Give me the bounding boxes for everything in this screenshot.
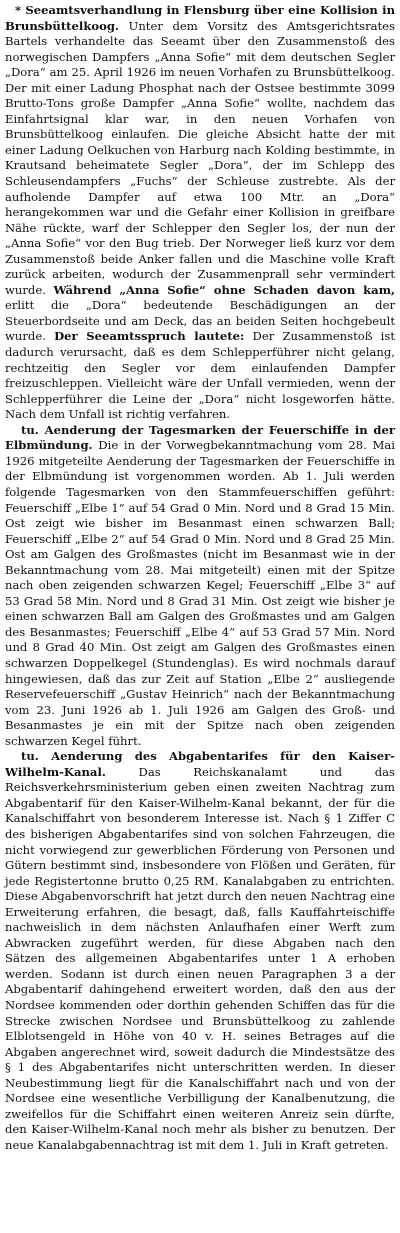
- article-seeamt-body-1: Unter dem Vorsitz des Amtsgerichtsrates Bartels verhandelte das Seeamt über den Zusammenstoß des norwegischen Dampfers „Anna Sofie“ mit dem deutschen Segler „Dora“ am 25. April 1926 im neuen Vorhafen zu Brunsbüttelkoog. Der mit einer Ladung Phosphat nach der Ostsee bestimmte 3099 Brutto-Tons große Dampfer „Anna Sofie“ wollte, nachdem das Einfahrtsignal klar war, in den neuen Vorhafen von Brunsbüttelkoog einlaufen. Die gleiche Absicht hatte der mit einer Ladung Oelkuchen von Harburg nach Kolding bestimmte, in Krautsand beheimatete Segler „Dora“, der im Schlepp des Schleusendampfers „Fuchs“ der Schleuse zustrebte. Als der aufholende Dampfer auf etwa 100 Mtr. an „Dora“ herangekommen war und die Gefahr einer Kollision in greifbare Nähe rückte, warf der Schlepper den Segler los, der nun der „Anna Sofie“ vor den Bug trieb. Der Norweger ließ kurz vor dem Zusammenstoß beide Anker fallen und die Maschine volle Kraft zurück arbeiten, wodurch der Zusammenprall sehr vermindert wurde.: [5, 18, 395, 297]
- article-tagesmarken-heading: tu. Aenderung der Tagesmarken der Feuerschiffe in der Elbmündung.: [5, 422, 395, 453]
- article-seeamt-emphasis-1: Während „Anna Sofie“ ohne Schaden davon kam,: [53, 282, 395, 297]
- article-seeamt: [5, 3, 395, 423]
- article-seeamt-text: [5, 3, 395, 423]
- article-abgabentarif: [5, 749, 395, 1153]
- article-abgabentarif-heading: tu. Aenderung des Abgabentarifes für den Kaiser-Wilhelm-Kanal.: [5, 749, 395, 779]
- article-seeamt-emphasis-2: Der Seeamtsspruch lautete:: [54, 329, 245, 344]
- article-tagesmarken-text: [5, 423, 395, 749]
- article-seeamt-body-2: erlitt die „Dora“ bedeutende Beschädigungen an der Steuerbordseite und am Deck, das an beiden Seiten hochgebeult wurde.: [5, 298, 395, 344]
- article-abgabentarif-text: [5, 749, 395, 1153]
- article-seeamt-heading: * Seeamtsverhandlung in Flensburg über eine Kollision in Brunsbüttelkoog.: [5, 3, 395, 33]
- article-tagesmarken: [5, 423, 395, 749]
- article-seeamt-body-3: Der Zusammenstoß ist dadurch verursacht, daß es dem Schlepperführer nicht gelang, rechtzeitig den Segler vor dem einlaufenden Dampfer freizuschleppen. Vielleicht wäre der Unfall vermieden, wenn der Schlepperführer die Leine der „Dora“ nicht losgeworfen hätte. Nach dem Unfall ist richtig verfahren.: [5, 329, 396, 422]
- article-abgabentarif-body: Das Reichskanalamt und das Reichsverkehrsministerium geben einen zweiten Nachtrag zum Abgabentarif für den Kaiser-Wilhelm-Kanal bekannt, der für die Kanalschiffahrt von besonderem Interesse ist. Nach § 1 Ziffer C des bisherigen Abgabentarifes sind von solchen Fahrzeugen, die nicht vorwiegend zur gewerblichen Förderung von Personen und Gütern bestimmt sind, insbesondere von Flößen und Geräten, für jede Registertonne brutto 0,25 RM. Kanalabgaben zu entrichten. Diese Abgabenvorschrift hat jetzt durch den neuen Nachtrag eine Erweiterung erfahren, die besagt, daß, falls Kauffahrteischiffe nachweislich in dem nächsten Anlaufhafen einer Werft zum Abwracken zugeführt werden, für diese Abgaben nach den Sätzen des allgemeinen Abgabentarifes unter 1 A erhoben werden. Sodann ist durch einen neuen Paragraphen 3 a der Abgabentarif dahingehend erweitert worden, daß den aus der Nordsee kommenden oder dorthin gehenden Schiffen das für die Strecke zwischen Nordsee und Brunsbüttelkoog zu zahlende Elblotsengeld in Höhe von 40 v. H. seines Betrages auf die Abgaben angerechnet wird, soweit dadurch die Mindestsätze des § 1 des Abgabentarifes nicht unterschritten werden. In dieser Neubestimmung liegt für die Kanalschiffahrt nach und von der Nordsee eine wesentliche Verbilligung der Kanalbenutzung, die zweifellos für die Schiffahrt einen weiteren Anreiz sein dürfte, den Kaiser-Wilhelm-Kanal noch mehr als bisher zu benutzen. Der neue Kanalabgabennachtrag ist mit dem 1. Juli in Kraft getreten.: [5, 764, 395, 1152]
- article-tagesmarken-body: Die in der Vorwegbekanntmachung vom 28. Mai 1926 mitgeteilte Aenderung der Tagesmarken der Feuerschiffe in der Elbmündung ist vorgenommen worden. Ab 1. Juli werden folgende Tagesmarken von den Stammfeuerschiffen geführt: Feuerschiff „Elbe 1“ auf 54 Grad 0 Min. Nord und 8 Grad 15 Min. Ost zeigt wie bisher im Besanmast einen schwarzen Ball; Feuerschiff „Elbe 2“ auf 54 Grad 0 Min. Nord und 8 Grad 25 Min. Ost am Galgen des Großmastes (nicht im Besanmast wie in der Bekanntmachung vom 28. Mai mitgeteilt) einen mit der Spitze nach oben zeigenden schwarzen Kegel; Feuerschiff „Elbe 3“ auf 53 Grad 58 Min. Nord und 8 Grad 31 Min. Ost zeigt wie bisher je einen schwarzen Ball am Galgen des Großmastes und am Galgen des Besanmastes; Feuerschiff „Elbe 4“ auf 53 Grad 57 Min. Nord und 8 Grad 40 Min. Ost zeigt am Galgen des Großmastes einen schwarzen Doppelkegel (Stundenglas). Es wird nochmals darauf hingewiesen, daß das zur Zeit auf Station „Elbe 2“ ausliegende Reservefeuerschiff „Gustav Heinrich“ nach der Bekanntmachung vom 23. Juni 1926 ab 1. Juli 1926 am Galgen des Groß- und Besanmastes je ein mit der Spitze nach oben zeigenden schwarzen Kegel führt.: [5, 438, 395, 748]
